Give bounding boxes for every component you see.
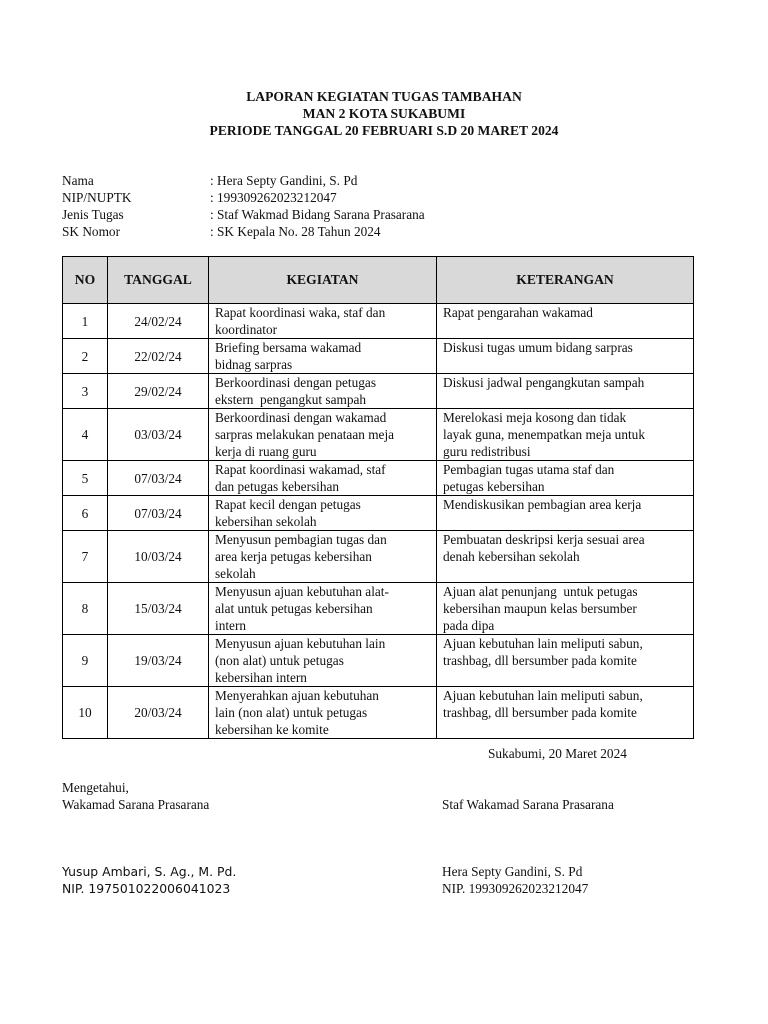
table-row bbox=[63, 461, 694, 496]
keterangan-line: Diskusi tugas umum bidang sarpras bbox=[443, 340, 633, 355]
info-row-sk bbox=[62, 223, 702, 240]
keterangan-line: pada dipa bbox=[443, 618, 495, 633]
signer-left-name: Yusup Ambari, S. Ag., M. Pd. bbox=[62, 864, 237, 879]
table-row bbox=[63, 496, 694, 531]
table-row bbox=[63, 531, 694, 583]
signature-right bbox=[442, 863, 588, 897]
cell-no: 5 bbox=[63, 461, 108, 496]
table-body bbox=[63, 304, 694, 739]
kegiatan-line: kebersihan intern bbox=[215, 670, 307, 685]
keterangan-line: guru redistribusi bbox=[443, 444, 531, 459]
info-value: : Staf Wakmad Bidang Sarana Prasarana bbox=[210, 207, 425, 222]
kegiatan-line: kerja di ruang guru bbox=[215, 444, 317, 459]
cell-no: 7 bbox=[63, 531, 108, 583]
cell-keterangan bbox=[437, 339, 694, 374]
signature-left-header bbox=[62, 779, 209, 813]
kegiatan-line: ekstern pengangkut sampah bbox=[215, 392, 367, 407]
signer-right-name: Hera Septy Gandini, S. Pd bbox=[442, 864, 583, 879]
identity-block bbox=[62, 172, 702, 240]
cell-tanggal: 22/02/24 bbox=[108, 339, 209, 374]
cell-keterangan bbox=[437, 496, 694, 531]
cell-no: 3 bbox=[63, 374, 108, 409]
cell-no: 9 bbox=[63, 635, 108, 687]
keterangan-line: Rapat pengarahan wakamad bbox=[443, 305, 593, 320]
signer-left-title: Wakamad Sarana Prasarana bbox=[62, 797, 210, 812]
kegiatan-line: intern bbox=[215, 618, 247, 633]
info-row-nip bbox=[62, 189, 702, 206]
kegiatan-line: alat untuk petugas kebersihan bbox=[215, 601, 373, 616]
column-header-no: NO bbox=[63, 257, 108, 304]
cell-keterangan bbox=[437, 531, 694, 583]
kegiatan-line: Menyerahkan ajuan kebutuhan bbox=[215, 688, 379, 703]
cell-keterangan bbox=[437, 304, 694, 339]
keterangan-line: denah kebersihan sekolah bbox=[443, 549, 580, 564]
cell-no: 10 bbox=[63, 687, 108, 739]
signer-right-nip: NIP. 199309262023212047 bbox=[442, 881, 589, 896]
kegiatan-line: Rapat kecil dengan petugas bbox=[215, 497, 361, 512]
cell-no: 1 bbox=[63, 304, 108, 339]
cell-no: 2 bbox=[63, 339, 108, 374]
cell-kegiatan bbox=[209, 496, 437, 531]
cell-tanggal: 15/03/24 bbox=[108, 583, 209, 635]
cell-no: 6 bbox=[63, 496, 108, 531]
table-row bbox=[63, 583, 694, 635]
cell-kegiatan bbox=[209, 339, 437, 374]
cell-keterangan bbox=[437, 461, 694, 496]
kegiatan-line: Briefing bersama wakamad bbox=[215, 340, 362, 355]
table-header-row bbox=[63, 257, 694, 304]
keterangan-line: trashbag, dll bersumber pada komite bbox=[443, 705, 637, 720]
kegiatan-line: koordinator bbox=[215, 322, 278, 337]
info-row-name bbox=[62, 172, 702, 189]
kegiatan-line: Menyusun pembagian tugas dan bbox=[215, 532, 387, 547]
kegiatan-line: Berkoordinasi dengan wakamad bbox=[215, 410, 387, 425]
cell-keterangan bbox=[437, 687, 694, 739]
kegiatan-line: kebersihan sekolah bbox=[215, 514, 317, 529]
cell-tanggal: 07/03/24 bbox=[108, 496, 209, 531]
info-value: : Hera Septy Gandini, S. Pd bbox=[210, 173, 358, 188]
column-header-tanggal: TANGGAL bbox=[108, 257, 209, 304]
cell-tanggal: 03/03/24 bbox=[108, 409, 209, 461]
keterangan-line: Merelokasi meja kosong dan tidak bbox=[443, 410, 627, 425]
cell-tanggal: 10/03/24 bbox=[108, 531, 209, 583]
kegiatan-line: dan petugas kebersihan bbox=[215, 479, 340, 494]
report-title: LAPORAN KEGIATAN TUGAS TAMBAHAN bbox=[246, 89, 522, 104]
keterangan-line: Ajuan kebutuhan lain meliputi sabun, bbox=[443, 688, 643, 703]
report-period: PERIODE TANGGAL 20 FEBRUARI S.D 20 MARET 2024 bbox=[209, 123, 559, 138]
kegiatan-line: (non alat) untuk petugas bbox=[215, 653, 344, 668]
keterangan-line: Ajuan alat penunjang untuk petugas bbox=[443, 584, 638, 599]
table-row bbox=[63, 374, 694, 409]
signer-right-title: Staf Wakamad Sarana Prasarana bbox=[442, 797, 614, 812]
cell-tanggal: 24/02/24 bbox=[108, 304, 209, 339]
keterangan-line: Ajuan kebutuhan lain meliputi sabun, bbox=[443, 636, 643, 651]
cell-kegiatan bbox=[209, 409, 437, 461]
column-header-keterangan: KETERANGAN bbox=[437, 257, 694, 304]
keterangan-line: trashbag, dll bersumber pada komite bbox=[443, 653, 637, 668]
keterangan-line: Mendiskusikan pembagian area kerja bbox=[443, 497, 642, 512]
cell-kegiatan bbox=[209, 461, 437, 496]
signer-left-nip: NIP. 197501022006041023 bbox=[62, 881, 231, 896]
school-name: MAN 2 KOTA SUKABUMI bbox=[302, 106, 466, 121]
cell-kegiatan bbox=[209, 531, 437, 583]
kegiatan-line: bidnag sarpras bbox=[215, 357, 293, 372]
cell-tanggal: 07/03/24 bbox=[108, 461, 209, 496]
cell-keterangan bbox=[437, 583, 694, 635]
place-date: Sukabumi, 20 Maret 2024 bbox=[488, 746, 627, 761]
cell-tanggal: 20/03/24 bbox=[108, 687, 209, 739]
keterangan-line: Pembagian tugas utama staf dan bbox=[443, 462, 615, 477]
cell-keterangan bbox=[437, 409, 694, 461]
kegiatan-line: Rapat koordinasi waka, staf dan bbox=[215, 305, 386, 320]
table-row bbox=[63, 339, 694, 374]
kegiatan-line: area kerja petugas kebersihan bbox=[215, 549, 372, 564]
cell-kegiatan bbox=[209, 635, 437, 687]
cell-kegiatan bbox=[209, 374, 437, 409]
cell-kegiatan bbox=[209, 583, 437, 635]
activity-table bbox=[62, 256, 694, 739]
kegiatan-line: sarpras melakukan penataan meja bbox=[215, 427, 395, 442]
acknowledged-label: Mengetahui, bbox=[62, 780, 129, 795]
info-value: : 199309262023212047 bbox=[210, 190, 337, 205]
table-row bbox=[63, 687, 694, 739]
cell-keterangan bbox=[437, 635, 694, 687]
cell-keterangan bbox=[437, 374, 694, 409]
table-row bbox=[63, 409, 694, 461]
report-header bbox=[0, 88, 768, 139]
keterangan-line: layak guna, menempatkan meja untuk bbox=[443, 427, 645, 442]
cell-kegiatan bbox=[209, 304, 437, 339]
kegiatan-line: sekolah bbox=[215, 566, 256, 581]
cell-tanggal: 19/03/24 bbox=[108, 635, 209, 687]
cell-no: 4 bbox=[63, 409, 108, 461]
table-row bbox=[63, 635, 694, 687]
keterangan-line: Pembuatan deskripsi kerja sesuai area bbox=[443, 532, 645, 547]
kegiatan-line: Berkoordinasi dengan petugas bbox=[215, 375, 376, 390]
info-label: Jenis Tugas bbox=[62, 207, 124, 222]
info-label: SK Nomor bbox=[62, 224, 120, 239]
info-label: Nama bbox=[62, 173, 94, 188]
table-row bbox=[63, 304, 694, 339]
cell-kegiatan bbox=[209, 687, 437, 739]
info-label: NIP/NUPTK bbox=[62, 190, 132, 205]
kegiatan-line: Menyusun ajuan kebutuhan alat- bbox=[215, 584, 389, 599]
kegiatan-line: kebersihan ke komite bbox=[215, 722, 329, 737]
keterangan-line: kebersihan maupun kelas bersumber bbox=[443, 601, 637, 616]
keterangan-line: Diskusi jadwal pengangkutan sampah bbox=[443, 375, 645, 390]
info-value: : SK Kepala No. 28 Tahun 2024 bbox=[210, 224, 381, 239]
kegiatan-line: lain (non alat) untuk petugas bbox=[215, 705, 368, 720]
cell-no: 8 bbox=[63, 583, 108, 635]
info-row-task bbox=[62, 206, 702, 223]
cell-tanggal: 29/02/24 bbox=[108, 374, 209, 409]
keterangan-line: petugas kebersihan bbox=[443, 479, 545, 494]
signature-left bbox=[62, 863, 236, 897]
kegiatan-line: Rapat koordinasi wakamad, staf bbox=[215, 462, 386, 477]
kegiatan-line: Menyusun ajuan kebutuhan lain bbox=[215, 636, 386, 651]
signature-right-header bbox=[442, 796, 614, 813]
column-header-kegiatan: KEGIATAN bbox=[209, 257, 437, 304]
